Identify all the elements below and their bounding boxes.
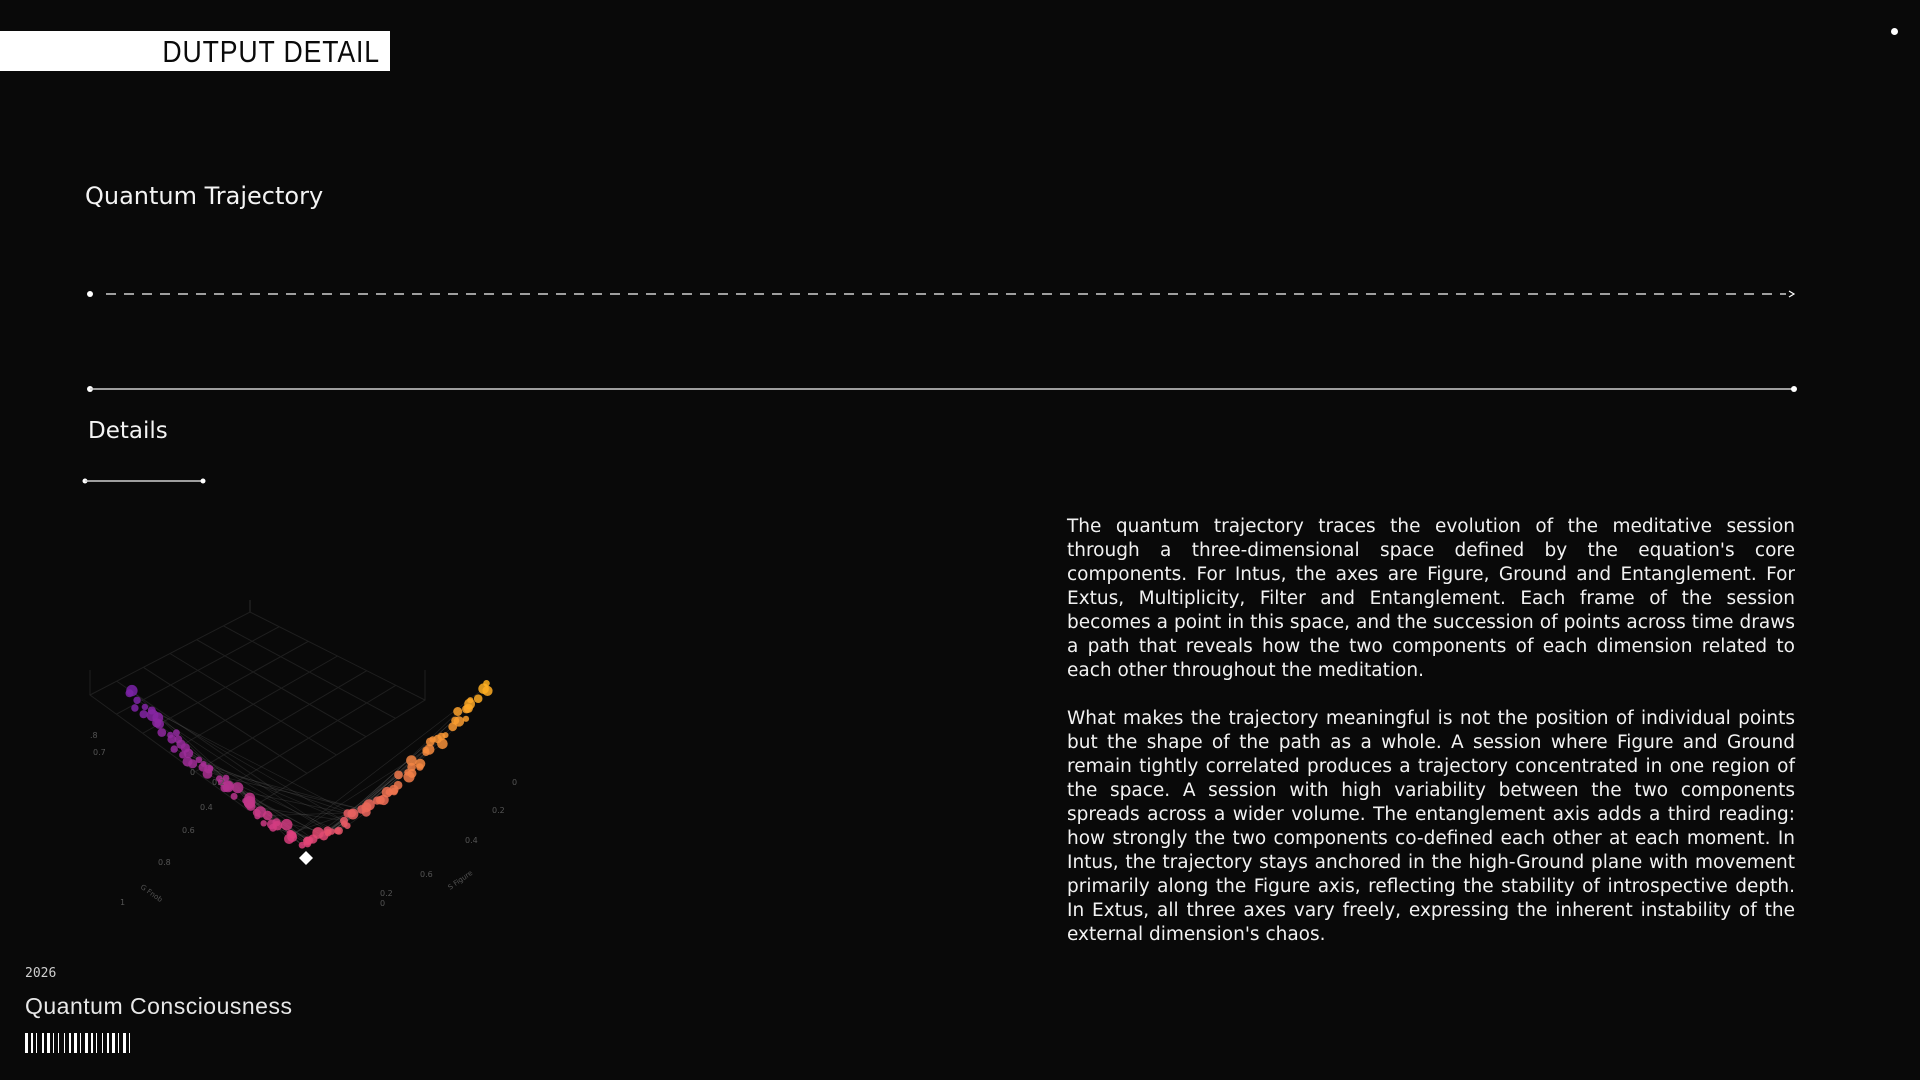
barcode-icon <box>25 1033 180 1053</box>
plot-ticks <box>90 731 517 908</box>
footer-year: 2026 <box>25 966 57 981</box>
timeline-dashed-line <box>86 289 1798 299</box>
status-dot <box>1891 28 1898 35</box>
tick-label: 0.2 <box>380 889 393 898</box>
tick-label: 1 <box>120 898 126 907</box>
section-title: Quantum Trajectory <box>85 182 324 210</box>
tick-label: .8 <box>90 731 98 740</box>
tick-label: 0.6 <box>420 870 433 879</box>
tick-label: 0.4 <box>465 836 478 845</box>
tick-label: 0.2 <box>212 778 225 787</box>
tick-label: 0.6 <box>182 826 195 835</box>
footer-project-name: Quantum Consciousness <box>25 993 293 1019</box>
description-paragraph-1: The quantum trajectory traces the evolution of the meditative session through a three-dimensional space defined by the equation's core components. For Intus, the axes are Figure, Ground and Entanglement. For Extus, Multiplicity, Filter and Entanglement. Each frame of the session becomes a point in this space, and the succession of points across time draws a path that reveals how the two components of each dimension related to each other throughout the meditation. <box>1067 516 1795 681</box>
timeline-start-dot <box>87 291 93 297</box>
tick-label: 0 <box>190 768 196 777</box>
tick-label: 0 <box>380 899 386 908</box>
axis-label-left: G Fnob <box>138 883 164 904</box>
section-divider <box>86 384 1798 394</box>
timeline-arrow-icon <box>1789 291 1794 297</box>
tick-label: 0.7 <box>93 748 106 757</box>
details-underline <box>81 476 207 486</box>
details-description <box>1067 515 1795 971</box>
tick-label: 0.4 <box>200 803 213 812</box>
plot-points <box>126 680 493 849</box>
tick-label: 0.8 <box>158 858 171 867</box>
trajectory-3d-plot[interactable] <box>80 600 520 930</box>
tick-label: 0.2 <box>492 806 505 815</box>
plot-grid <box>90 600 425 810</box>
description-paragraph-2: What makes the trajectory meaningful is not the position of individual points but the shape of the path as a whole. A session where Figure and Ground remain tightly correlated produces a trajectory concentrated in one region of the space. A session with high variability between the two components spreads across a wider volume. The entanglement axis adds a third reading: how strongly the two components co-defined each other at each moment. In Intus, the trajectory stays anchored in the high-Ground plane with movement primarily along the Figure axis, reflecting the stability of introspective depth. In Extus, all three axes vary freely, expressing the inherent instability of the external dimension's chaos. <box>1067 708 1795 945</box>
current-position-marker-icon <box>299 851 313 865</box>
plot-connector-lines <box>132 689 484 846</box>
header-tag <box>0 31 390 71</box>
details-title: Details <box>88 418 168 444</box>
header-tag-label: DUTPUT DETAIL <box>162 34 380 69</box>
tick-label: 0 <box>512 778 518 787</box>
axis-label-right: S Figure <box>446 868 475 892</box>
